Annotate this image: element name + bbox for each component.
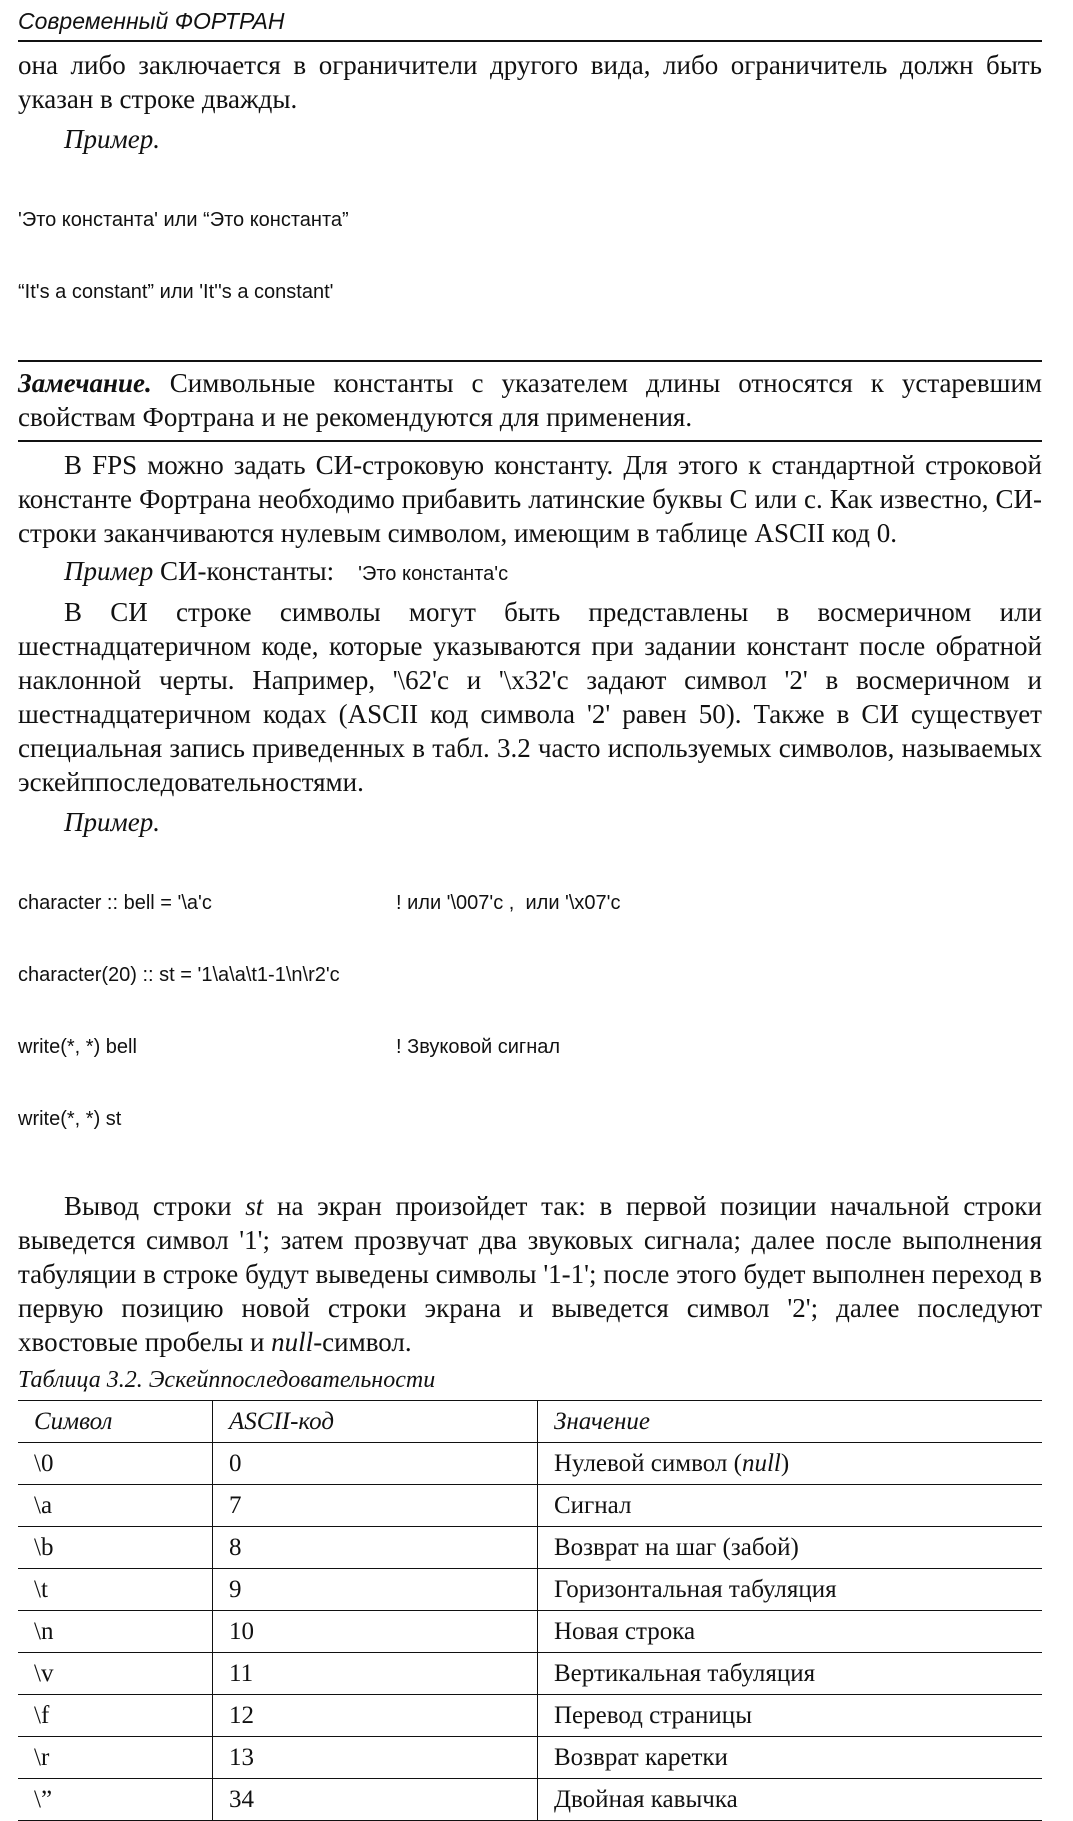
table-row (18, 1527, 1042, 1569)
code-comment: ! Звуковой сигнал (396, 1036, 561, 1058)
meaning-cell: Двойная кавычка (538, 1779, 1043, 1821)
output-text: Вывод строки (64, 1191, 246, 1221)
symbol-cell: \n (18, 1611, 213, 1653)
table-row (18, 1695, 1042, 1737)
symbol-cell: \f (18, 1695, 213, 1737)
fps-paragraph: В FPS можно задать СИ-строковую константу. Для этого к стандартной строковой константе Фортрана необходимо прибавить латинские буквы С или с. Как известно, СИ-строки заканчиваются нулевым символом, имеющим в таблице ASCII код 0. (18, 450, 1042, 548)
table-row (18, 1611, 1042, 1653)
escape-paragraph: В СИ строке символы могут быть представлены в восмеричном или шестнадцатеричном коде, которые указываются при задании констант после обратной наклонной черты. Например, '\62'c и '\x32'c задают символ '2' в восмеричном и шестнадцатеричном кодах (ASCII код символа '2' равен 50). Также в СИ существует специальная запись приведенных в табл. 3.2 часто используемых символов, называемых эскейппоследовательностями. (18, 597, 1042, 797)
code-cell: 34 (213, 1779, 538, 1821)
symbol-cell: \r (18, 1737, 213, 1779)
column-header: Значение (538, 1401, 1043, 1443)
table-row (18, 1485, 1042, 1527)
meaning-text: Нулевой символ ( (554, 1449, 742, 1477)
intro-section (18, 48, 1042, 352)
si-example-code: 'Это константа'c (358, 563, 509, 585)
note-heading: Замечание. (18, 368, 152, 398)
body-section (18, 448, 1042, 1359)
code-statement: character :: bell = '\a'c (18, 892, 212, 914)
meaning-cell: Горизонтальная табуляция (538, 1569, 1043, 1611)
example2-label: Пример. (64, 807, 160, 837)
table-row (18, 1737, 1042, 1779)
symbol-cell: \t (18, 1569, 213, 1611)
symbol-cell: \a (18, 1485, 213, 1527)
code-statement: write(*, *) st (18, 1108, 122, 1130)
running-head: Современный ФОРТРАН (18, 0, 1042, 42)
table-row (18, 1779, 1042, 1821)
meaning-cell: Перевод страницы (538, 1695, 1043, 1737)
escape-table (18, 1400, 1042, 1821)
code-cell: 11 (213, 1653, 538, 1695)
table-row (18, 1569, 1042, 1611)
book-page (18, 0, 1042, 1813)
code-line: 'Это константа' или “Это константа” (18, 209, 349, 231)
code-line (18, 1107, 1042, 1131)
code-cell: 13 (213, 1737, 538, 1779)
symbol-cell: \0 (18, 1443, 213, 1485)
code-cell: 9 (213, 1569, 538, 1611)
note-paragraph (18, 366, 1042, 434)
code-line: “It's a constant” или 'It''s a constant' (18, 281, 334, 303)
meaning-cell (538, 1443, 1043, 1485)
symbol-cell: \b (18, 1527, 213, 1569)
code-statement: character(20) :: st = '1\a\a\t1-1\n\r2'c (18, 964, 340, 986)
intro-paragraph: она либо заключается в ограничители другого вида, либо ограничитель должн быть указан в строке дважды. (18, 50, 1042, 114)
code-comment: ! или '\007'c , или '\x07'c (396, 892, 621, 914)
si-example-text: СИ-константы: (153, 556, 335, 586)
output-text: -символ. (313, 1327, 412, 1357)
quote-examples (18, 160, 1042, 352)
example-label: Пример. (64, 124, 160, 154)
table-row (18, 1443, 1042, 1485)
code-line (18, 963, 1042, 987)
code-cell: 10 (213, 1611, 538, 1653)
meaning-cell: Сигнал (538, 1485, 1043, 1527)
output-text: на экран произойдет так: в первой позиции начальной строки выведется символ '1'; затем прозвучат два звуковых сигнала; далее после выполнения табуляции в строке будут выведены символы '1-1'; после этого будет выполнен переход в первую позицию новой строки экрана и выведется символ '2'; далее последуют хвостовые пробелы и (18, 1191, 1042, 1357)
output-var: st (245, 1191, 264, 1221)
column-header: ASCII-код (213, 1401, 538, 1443)
note-text: Символьные константы с указателем длины относятся к устаревшим свойствам Фортрана и не рекомендуются для применения. (18, 368, 1042, 432)
symbol-cell: \” (18, 1779, 213, 1821)
meaning-cell: Возврат на шаг (забой) (538, 1527, 1043, 1569)
code-cell: 7 (213, 1485, 538, 1527)
meaning-cell: Вертикальная табуляция (538, 1653, 1043, 1695)
code-cell: 0 (213, 1443, 538, 1485)
code-listing (18, 843, 1042, 1179)
meaning-tail: ) (780, 1449, 790, 1477)
code-cell: 8 (213, 1527, 538, 1569)
si-example-line (18, 554, 1042, 591)
table-row (18, 1653, 1042, 1695)
table-header-row (18, 1401, 1042, 1443)
symbol-cell: \v (18, 1653, 213, 1695)
code-statement: write(*, *) bell (18, 1036, 137, 1058)
meaning-cell: Возврат каретки (538, 1737, 1043, 1779)
note-box (18, 360, 1042, 442)
table-title: Таблица 3.2. Эскейппоследовательности (18, 1367, 436, 1393)
code-line (18, 1035, 1042, 1059)
code-cell: 12 (213, 1695, 538, 1737)
meaning-cell: Новая строка (538, 1611, 1043, 1653)
meaning-italic: null (741, 1449, 781, 1477)
si-example-label: Пример (64, 556, 154, 586)
output-null-word: null (271, 1327, 314, 1357)
code-line (18, 891, 1042, 915)
column-header: Символ (18, 1401, 213, 1443)
output-paragraph (18, 1189, 1042, 1359)
